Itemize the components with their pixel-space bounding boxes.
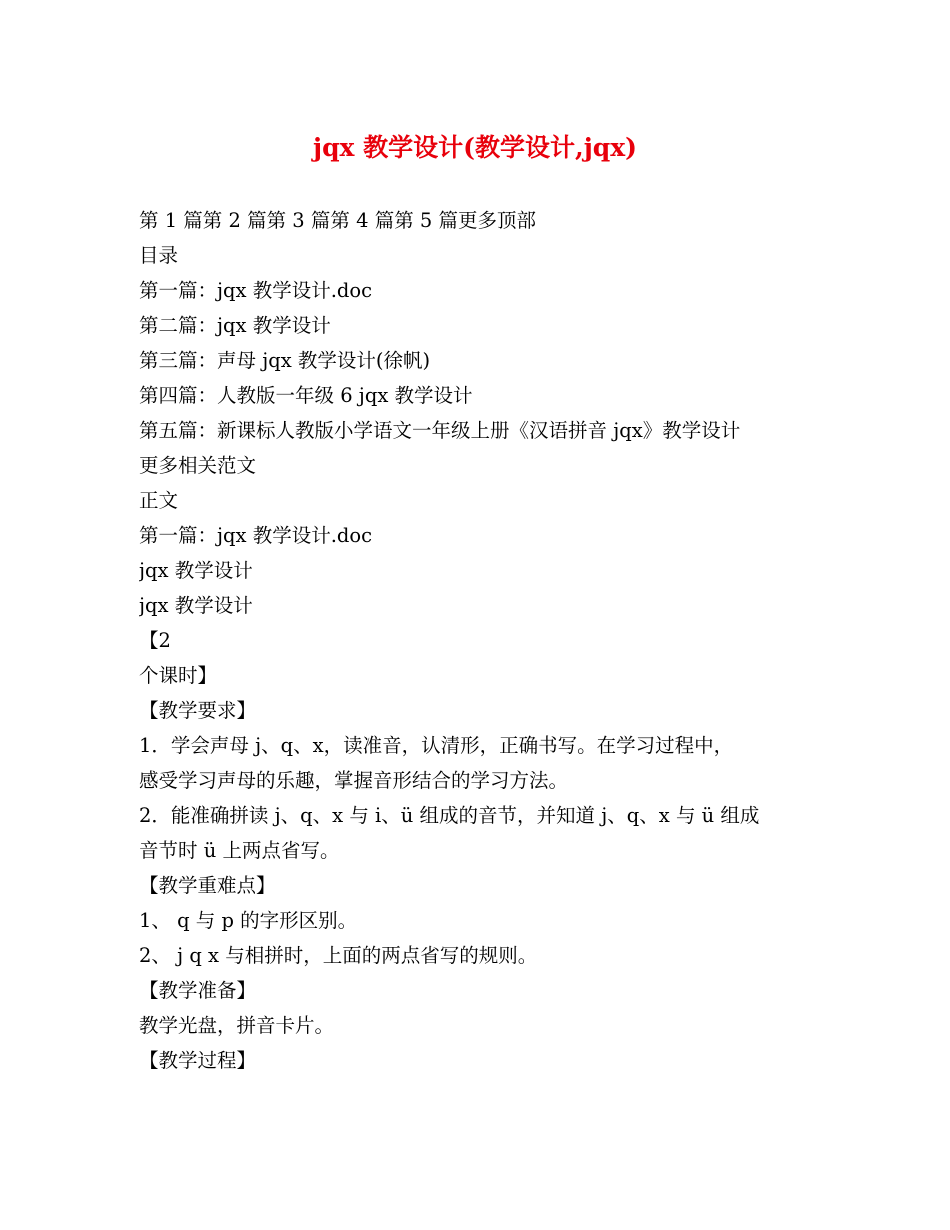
subtitle-line: jqx 教学设计 <box>139 594 253 617</box>
toc-item-2: 第二篇：jqx 教学设计 <box>139 314 331 337</box>
more-related-heading: 更多相关范文 <box>139 454 257 477</box>
paragraph-line: 教学光盘，拼音卡片。 <box>139 1014 335 1037</box>
toc-item-1: 第一篇：jqx 教学设计.doc <box>139 279 373 302</box>
chapter-heading: 第一篇：jqx 教学设计.doc <box>139 524 373 547</box>
section-nav-links: 第 1 篇第 2 篇第 3 篇第 4 篇第 5 篇更多顶部 <box>139 209 537 232</box>
subtitle-line: jqx 教学设计 <box>139 559 253 582</box>
paragraph-line: 2．能准确拼读 j、q、x 与 i、ü 组成的音节，并知道 j、q、x 与 ü 组成 <box>139 804 760 827</box>
toc-item-4: 第四篇：人教版一年级 6 jqx 教学设计 <box>139 384 473 407</box>
toc-item-5: 第五篇：新课标人教版小学语文一年级上册《汉语拼音 jqx》教学设计 <box>139 419 741 442</box>
toc-heading: 目录 <box>139 244 179 267</box>
lesson-count-line: 个课时】 <box>139 664 218 687</box>
section-heading-process: 【教学过程】 <box>139 1049 257 1072</box>
paragraph-line: 1．学会声母 j、q、x，读准音，认清形，正确书写。在学习过程中， <box>139 734 734 757</box>
paragraph-line: 音节时 ü 上两点省写。 <box>139 839 340 862</box>
document-title: jqx 教学设计(教学设计,jqx) <box>313 133 637 162</box>
toc-item-3: 第三篇：声母 jqx 教学设计(徐帆) <box>139 349 431 372</box>
section-heading-key-points: 【教学重难点】 <box>139 874 276 897</box>
section-heading-requirements: 【教学要求】 <box>139 699 257 722</box>
paragraph-line: 1、 q 与 p 的字形区别。 <box>139 909 358 932</box>
document-body <box>139 203 829 1078</box>
section-heading-preparation: 【教学准备】 <box>139 979 257 1002</box>
main-text-heading: 正文 <box>139 489 179 512</box>
paragraph-line: 2、 j q x 与相拼时，上面的两点省写的规则。 <box>139 944 538 967</box>
paragraph-line: 感受学习声母的乐趣，掌握音形结合的学习方法。 <box>139 769 569 792</box>
lesson-count-line: 【2 <box>139 629 171 652</box>
